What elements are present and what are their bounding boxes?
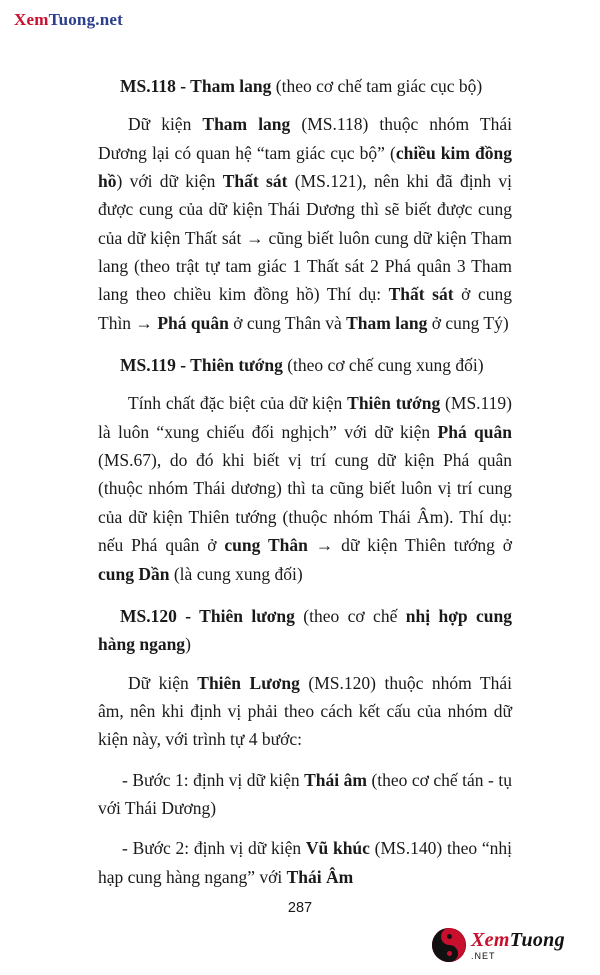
list-item-step-1: - Bước 1: định vị dữ kiện Thái âm (theo cơ chế tán - tụ với Thái Dương) [98,769,512,818]
section-heading-ms118: MS.118 - Tham lang (theo cơ chế tam giác cục bộ) [120,76,483,96]
paragraph-ms118: Dữ kiện Tham lang (MS.118) thuộc nhóm Thái Dương lại có quan hệ “tam giác cục bộ” (chiều kim đồng hồ) với dữ kiện Thất sát (MS.121), nên khi đã định vị được cung của dữ kiện Thái Dương thì sẽ biết được cung của dữ kiện Thất sát → cũng biết luôn cung dữ kiện Tham lang (theo trật tự tam giác 1 Thất sát 2 Phá quân 3 Tham lang theo chiều kim đồng hồ) Thí dụ: Thất sát ở cung Thìn → Phá quân ở cung Thân và Tham lang ở cung Tý) [98,114,512,333]
logo-line-2: .NET [471,950,496,961]
logo-line-1 [471,930,565,950]
watermark-tuong: Tuong [48,10,96,29]
logo-tuong: Tuong [509,928,565,951]
page-number: 287 [287,900,313,916]
site-logo-bottom[interactable] [432,925,582,965]
logo-text [471,930,565,961]
site-watermark-top [14,10,123,30]
page-content [98,72,512,897]
watermark-xem: Xem [14,10,49,29]
logo-xem: Xem [471,928,510,951]
paragraph-ms119: Tính chất đặc biệt của dữ kiện Thiên tướng (MS.119) là luôn “xung chiếu đối nghịch” với dữ kiện Phá quân (MS.67), do đó khi biết vị trí cung dữ kiện Phá quân (thuộc nhóm Thái dương) thì ta cũng biết luôn vị trí cung của dữ kiện Thiên tướng (thuộc nhóm Thái Âm). Thí dụ: nếu Phá quân ở cung Thân → dữ kiện Thiên tướng ở cung Dần (là cung xung đối) [98,393,513,584]
watermark-net: .net [95,10,123,29]
list-item-step-2: - Bước 2: định vị dữ kiện Vũ khúc (MS.140) theo “nhị hạp cung hàng ngang” với Thái Âm [98,838,512,887]
yin-yang-icon [432,928,466,962]
paragraph-ms120: Dữ kiện Thiên Lương (MS.120) thuộc nhóm Thái âm, nên khi định vị phải theo cách kết cấu của nhóm dữ kiện này, với trình tự 4 bước: [98,672,512,750]
section-heading-ms119: MS.119 - Thiên tướng (theo cơ chế cung xung đối) [120,355,484,376]
section-heading-ms120: MS.120 - Thiên lương (theo cơ chế nhị hợp cung hàng ngang) [98,605,513,655]
